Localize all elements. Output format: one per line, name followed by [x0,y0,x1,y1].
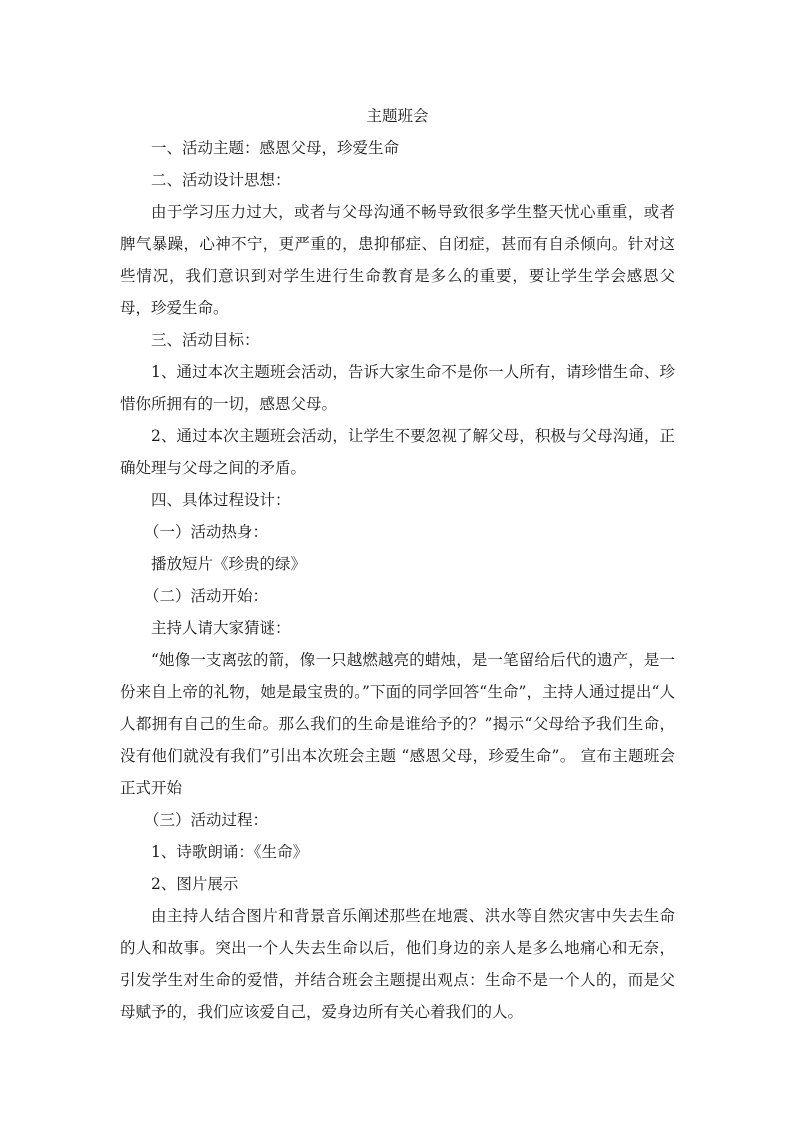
document-title: 主题班会 [366,107,429,125]
subsection-warmup: （一）活动热身： [144,523,269,541]
riddle-intro: 主持人请大家猜谜： [151,619,291,637]
section-goals-heading: 三、活动目标： [151,331,260,349]
process-item-1: 1、诗歌朗诵：《生命》 [151,843,309,861]
section-design-heading: 二、活动设计思想： [151,171,291,189]
riddle-paragraph: “她像一支离弦的箭，像一只越燃越亮的蜡烛，是一笔留给后代的遗产，是一份来自上帝的礼物，她是最宝贵的。”下面的同学回答“生命”，主持人通过提出“人人都拥有自己的生命。那么我们的生命是谁给予的？”揭示“父母给予我们生命，没有他们就没有我们”引出本次班会主题 “感恩父母，珍爱生命”。 宣布主题班会正式开始 [120,651,675,797]
section-theme: 一、活动主题：感恩父母，珍爱生命 [151,139,400,157]
subsection-process: （三）活动过程： [144,811,269,829]
warmup-paragraph: 播放短片《珍贵的绿》 [151,555,307,573]
goal-item-1: 1、通过本次主题班会活动，告诉大家生命不是你一人所有，请珍惜生命、珍惜你所拥有的一切，感恩父母。 [120,363,675,413]
section-process-heading: 四、具体过程设计： [151,491,291,509]
design-paragraph: 由于学习压力过大，或者与父母沟通不畅导致很多学生整天忧心重重，或者脾气暴躁，心神不宁，更严重的，患抑郁症、自闭症，甚而有自杀倾向。针对这些情况，我们意识到对学生进行生命教育是多么的重要，要让学生学会感恩父母，珍爱生命。 [120,203,675,317]
document-page [120,100,675,1028]
picture-paragraph: 由主持人结合图片和背景音乐阐述那些在地震、洪水等自然灾害中失去生命的人和故事。突出一个人失去生命以后，他们身边的亲人是多么地痛心和无奈，引发学生对生命的爱惜，并结合班会主题提出观点：生命不是一个人的，而是父母赋予的，我们应该爱自己，爱身边所有关心着我们的人。 [120,907,675,1021]
subsection-start: （二）活动开始： [144,587,269,605]
process-item-2: 2、图片展示 [151,875,239,893]
goal-item-2: 2、通过本次主题班会活动，让学生不要忽视了解父母，积极与父母沟通，正确处理与父母之间的矛盾。 [120,427,675,477]
